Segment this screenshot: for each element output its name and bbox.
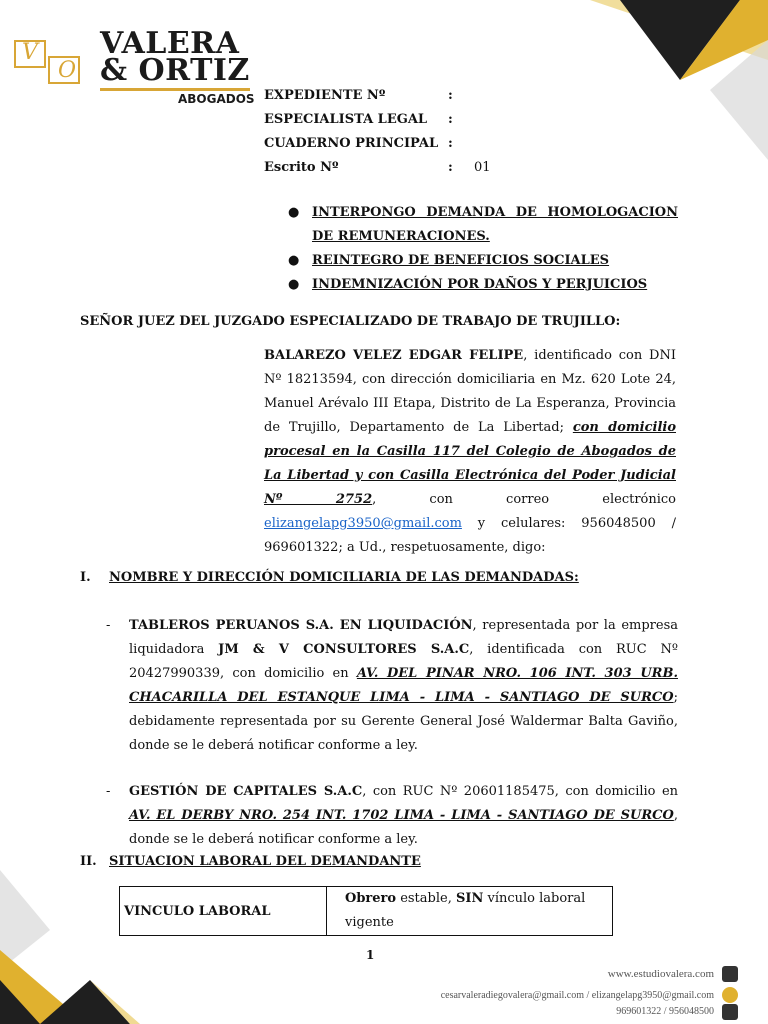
list-item: ● INTERPONGO DEMANDA DE HOMOLOGACION DE REMUNERACIONES. — [288, 205, 678, 244]
judge-salutation: SEÑOR JUEZ DEL JUZGADO ESPECIALIZADO DE TRABAJO DE TRUJILLO: — [80, 314, 621, 329]
top-right-decoration — [560, 0, 768, 170]
defendant-text: TABLEROS PERUANOS S.A. EN LIQUIDACIÓN, representada por la empresa liquidadora JM & V CONSULTORES S.A.C, identificada con RUC Nº 20427990339, con domicilio en AV. DEL PINAR NRO. 106 INT. 303 URB. CHACARILLA DEL ESTANQUE LIMA - LIMA - SANTIAGO DE SURCO; debidamente representada por su Gerente General José Waldermar Balta Gaviño, donde se le deberá notificar conforme a ley. — [129, 618, 678, 753]
footer-phones: 969601322 / 956048500 — [616, 1006, 714, 1017]
section-heading: II. SITUACION LABORAL DEL DEMANDANTE — [80, 854, 421, 869]
claims-list — [288, 201, 678, 297]
list-item: ● INDEMNIZACIÓN POR DAÑOS Y PERJUICIOS — [288, 277, 648, 292]
firm-subtitle: ABOGADOS — [178, 92, 255, 106]
firm-logo — [12, 26, 255, 110]
email-icon — [722, 987, 738, 1003]
table-row — [120, 887, 613, 936]
caption-row: EXPEDIENTE Nº : — [264, 88, 453, 103]
labor-status-table — [119, 886, 613, 936]
web-icon — [722, 966, 738, 982]
plaintiff-intro: BALAREZO VELEZ EDGAR FELIPE, identificado con DNI Nº 18213594, con dirección domiciliaria en Mz. 620 Lote 24, Manuel Arévalo III Etapa, Distrito de La Esperanza, Provincia de Trujillo, Departamento de La Libertad; con domicilio procesal en la Casilla 117 del Colegio de Abogados de La Libertad y con Casilla Electrónica del Poder Judicial Nº 2752, con correo electrónico elizangelapg3950@gmail.com y celulares: 956048500 / 969601322; a Ud., respetuosamente, digo: — [264, 348, 677, 555]
email-link[interactable]: elizangelapg3950@gmail.com — [264, 516, 462, 531]
firm-name: VALERA & ORTIZ — [100, 26, 250, 88]
phone-icon — [722, 1004, 738, 1020]
monogram — [12, 38, 88, 86]
monogram-o: O — [58, 58, 77, 83]
defendant-item: - GESTIÓN DE CAPITALES S.A.C, con RUC Nº 20601185475, con domicilio en AV. EL DERBY NRO. 254 INT. 1702 LIMA - LIMA - SANTIAGO DE SURCO, donde se le deberá notificar conforme a ley. — [106, 780, 678, 852]
footer-emails: cesarvaleradiegovalera@gmail.com / elizangelapg3950@gmail.com — [440, 990, 714, 1001]
table-cell-value: Obrero estable, SIN vínculo laboral vigente — [327, 887, 613, 936]
case-caption — [264, 84, 491, 180]
caption-row: ESPECIALISTA LEGAL : — [264, 112, 453, 127]
footer-website: www.estudiovalera.com — [607, 968, 714, 980]
caption-row: CUADERNO PRINCIPAL : — [264, 136, 453, 151]
page-number: 1 — [366, 948, 375, 962]
defendant-text: GESTIÓN DE CAPITALES S.A.C, con RUC Nº 20601185475, con domicilio en AV. EL DERBY NRO. 254 INT. 1702 LIMA - LIMA - SANTIAGO DE SURCO, donde se le deberá notificar conforme a ley. — [129, 784, 679, 847]
logo-underline — [100, 88, 250, 91]
table-cell-label: VINCULO LABORAL — [120, 887, 327, 936]
section-heading: I. NOMBRE Y DIRECCIÓN DOMICILIARIA DE LAS DEMANDADAS: — [80, 570, 579, 585]
monogram-v: V — [22, 40, 38, 65]
defendant-item: - TABLEROS PERUANOS S.A. EN LIQUIDACIÓN, representada por la empresa liquidadora JM & V CONSULTORES S.A.C, identificada con RUC Nº 20427990339, con domicilio en AV. DEL PINAR NRO. 106 INT. 303 URB. CHACARILLA DEL ESTANQUE LIMA - LIMA - SANTIAGO DE SURCO; debidamente representada por su Gerente General José Waldermar Balta Gaviño, donde se le deberá notificar conforme a ley. — [106, 614, 678, 758]
list-item: ● REINTEGRO DE BENEFICIOS SOCIALES — [288, 253, 610, 268]
caption-row: Escrito Nº : 01 — [264, 160, 491, 175]
